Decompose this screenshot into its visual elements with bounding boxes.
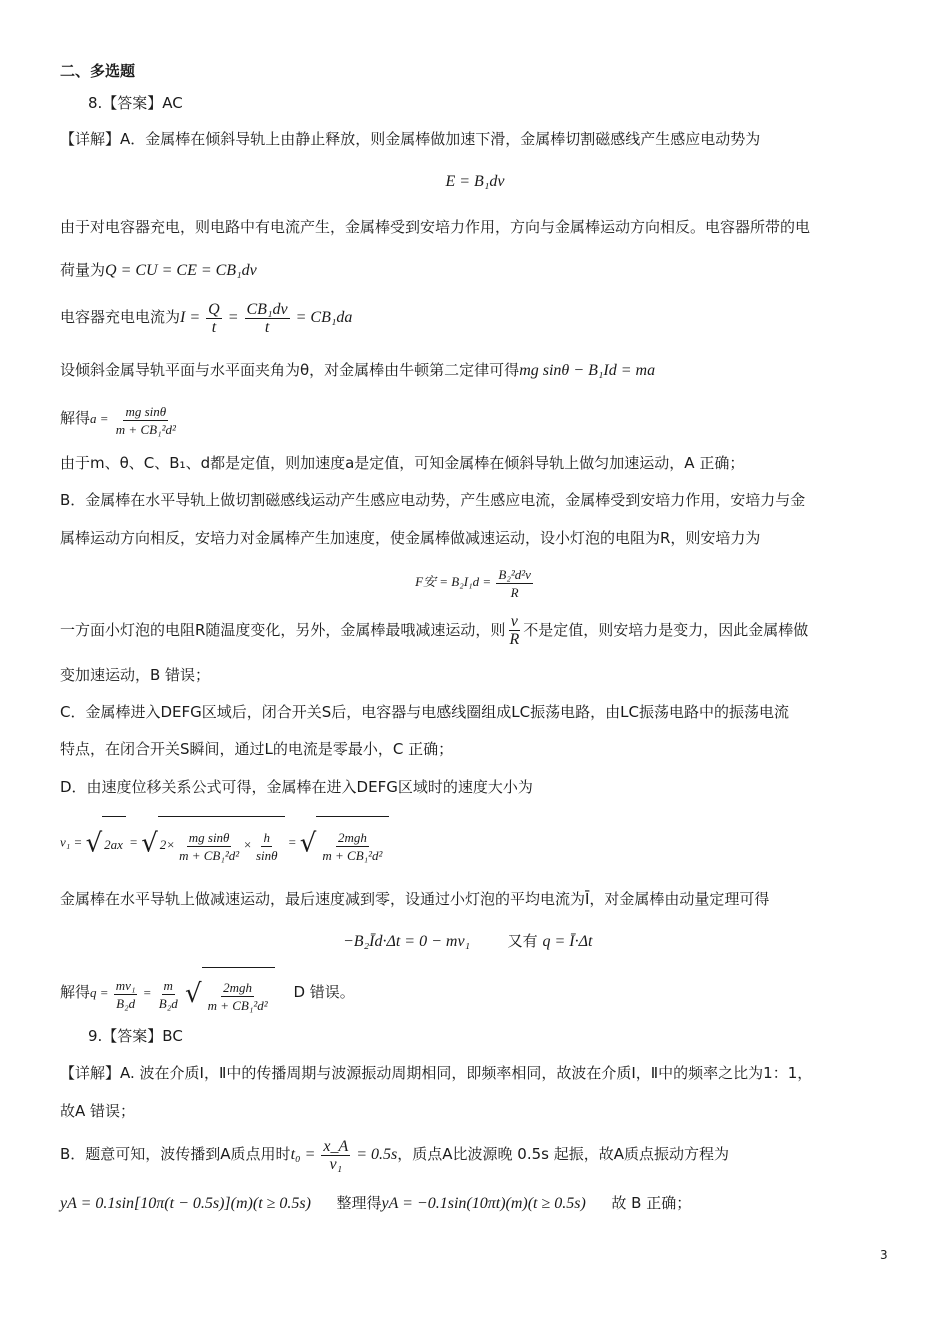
equation-q: q = $\frac{\text{mv₁}}{\text{B₂d}}$ = $\frac{m}{\text{B₂d}}$ √ $\frac{\text{2mgh}}{\text{m + CB₁²d²}}$ — [90, 985, 275, 1000]
equation-ya-1: yA = 0.1sin[10π(t − 0.5s)](m)(t ≥ 0.5s) — [60, 1195, 311, 1212]
paragraph-b-3 — [60, 612, 808, 648]
paragraph-angle — [60, 360, 655, 381]
also-label: 又有 — [507, 932, 538, 950]
page-number: 3 — [880, 1248, 888, 1262]
equation-current: I = $\frac{Q}{t}$ = $\frac{\text{CB₁dv}}{t}$ = CB₁da — [180, 300, 353, 336]
paragraph-charging: 由于对电容器充电，则电路中有电流产生，金属棒受到安培力作用，方向与金属棒运动方向相反。电容器所带的电 — [60, 218, 811, 236]
paragraph-constant: 由于m、θ、C、B₁、d都是定值，则加速度a是定值，可知金属棒在倾斜导轨上做匀加速运动，A 正确； — [60, 454, 745, 472]
q9-detail-1: 【详解】A. 波在介质Ⅰ，Ⅱ中的传播周期与波源振动周期相同，即频率相同，故波在介质Ⅰ，Ⅱ中的频率之比为1：1， — [60, 1064, 813, 1082]
equation-emf: E = B₁dv — [445, 173, 505, 190]
q9-b-1 — [60, 1134, 729, 1175]
b-correct: 故 B 正确； — [611, 1194, 692, 1212]
section-title: 二、多选题 — [60, 62, 136, 80]
equation-charge: Q = CU = CE = CB₁dv — [105, 262, 257, 279]
equation-velocity: v₁ = √ 2ax = √ 2× $\frac{\text{mg sinθ}}{\text{m + CB₁²d²}}$ × $\frac{h}{\sin\theta}$ = √ $\frac{\text{2mgh}}{\text{m + CB₁²d²}}$ — [60, 816, 389, 871]
q9-b-text-b: ，质点A比波源晚 0.5s 起振，故A质点振动方程为 — [397, 1145, 730, 1163]
charge-prefix: 荷量为 — [60, 261, 106, 279]
paragraph-b-4: 变加速运动，B 错误； — [60, 666, 211, 684]
solve-prefix: 解得 — [60, 409, 91, 427]
momentum-line — [343, 931, 592, 952]
equation-acceleration: a = $\frac{\text{mg sinθ}}{\text{m + CB₁²d²}}$ — [90, 403, 176, 437]
equation-ampere-force: F安 = B₂I₁d = $\frac{\text{B₂²d²v}}{R}$ — [415, 566, 531, 600]
q9-b-2 — [60, 1193, 691, 1214]
paragraph-solve-a — [60, 398, 180, 439]
q8-answer: 8.【答案】AC — [88, 94, 183, 112]
q9-answer: 9.【答案】BC — [88, 1027, 183, 1045]
d-wrong: D 错误。 — [293, 983, 355, 1001]
paragraph-b-2: 属棒运动方向相反，安培力对金属棒产生加速度，使金属棒做减速运动，设小灯泡的电阻为R，则安培力为 — [60, 529, 761, 547]
paragraph-current — [60, 300, 352, 336]
paragraph-charge-quantity — [60, 260, 257, 281]
paragraph-b-1: B．金属棒在水平导轨上做切割磁感线运动产生感应电动势，产生感应电流，金属棒受到安培力作用，安培力与金 — [60, 491, 806, 509]
paragraph-d-average-current: 金属棒在水平导轨上做减速运动，最后速度减到零，设通过小灯泡的平均电流为Ī，对金属棒由动量定理可得 — [60, 890, 770, 908]
ratio-v-r: $\frac{v}{R}$ — [509, 613, 520, 648]
b3-text-a: 一方面小灯泡的电阻R随温度变化，另外，金属棒最哦减速运动，则 — [60, 621, 506, 639]
rearranged-label: 整理得 — [336, 1194, 382, 1212]
paragraph-d-solve — [60, 966, 355, 1022]
equation-q-definition: q = Ī·Δt — [542, 933, 593, 950]
paragraph-c-1: C．金属棒进入DEFG区域后，闭合开关S后，电容器与电感线圈组成LC振荡电路，由LC振荡电路中的振荡电流 — [60, 703, 789, 721]
b3-text-b: 不是定值，则安培力是变力，因此金属棒做 — [523, 621, 809, 639]
equation-momentum: −B₂Īd·Δt = 0 − mv₁ — [343, 933, 471, 950]
angle-prefix: 设倾斜金属导轨平面与水平面夹角为θ，对金属棒由牛顿第二定律可得 — [60, 361, 520, 379]
paragraph-d-1: D．由速度位移关系公式可得，金属棒在进入DEFG区域时的速度大小为 — [60, 778, 533, 796]
q8-detail-a: 【详解】A．金属棒在倾斜导轨上由静止释放，则金属棒做加速下滑，金属棒切割磁感线产生感应电动势为 — [60, 130, 761, 148]
equation-t0: t₀ = $\frac{x\_A}{\text{v₁}}$ = 0.5s — [290, 1137, 398, 1173]
current-prefix: 电容器充电电流为 — [60, 308, 181, 326]
equation-newton: mg sinθ − B₁Id = ma — [519, 362, 656, 379]
equation-ya-2: yA = −0.1sin(10πt)(m)(t ≥ 0.5s) — [381, 1195, 586, 1212]
q9-detail-2: 故A 错误； — [60, 1102, 136, 1120]
solve-q-prefix: 解得 — [60, 983, 91, 1001]
paragraph-c-2: 特点，在闭合开关S瞬间，通过L的电流是零最小，C 正确； — [60, 740, 454, 758]
q9-b-text-a: B．题意可知，波传播到A质点用时 — [60, 1145, 291, 1163]
